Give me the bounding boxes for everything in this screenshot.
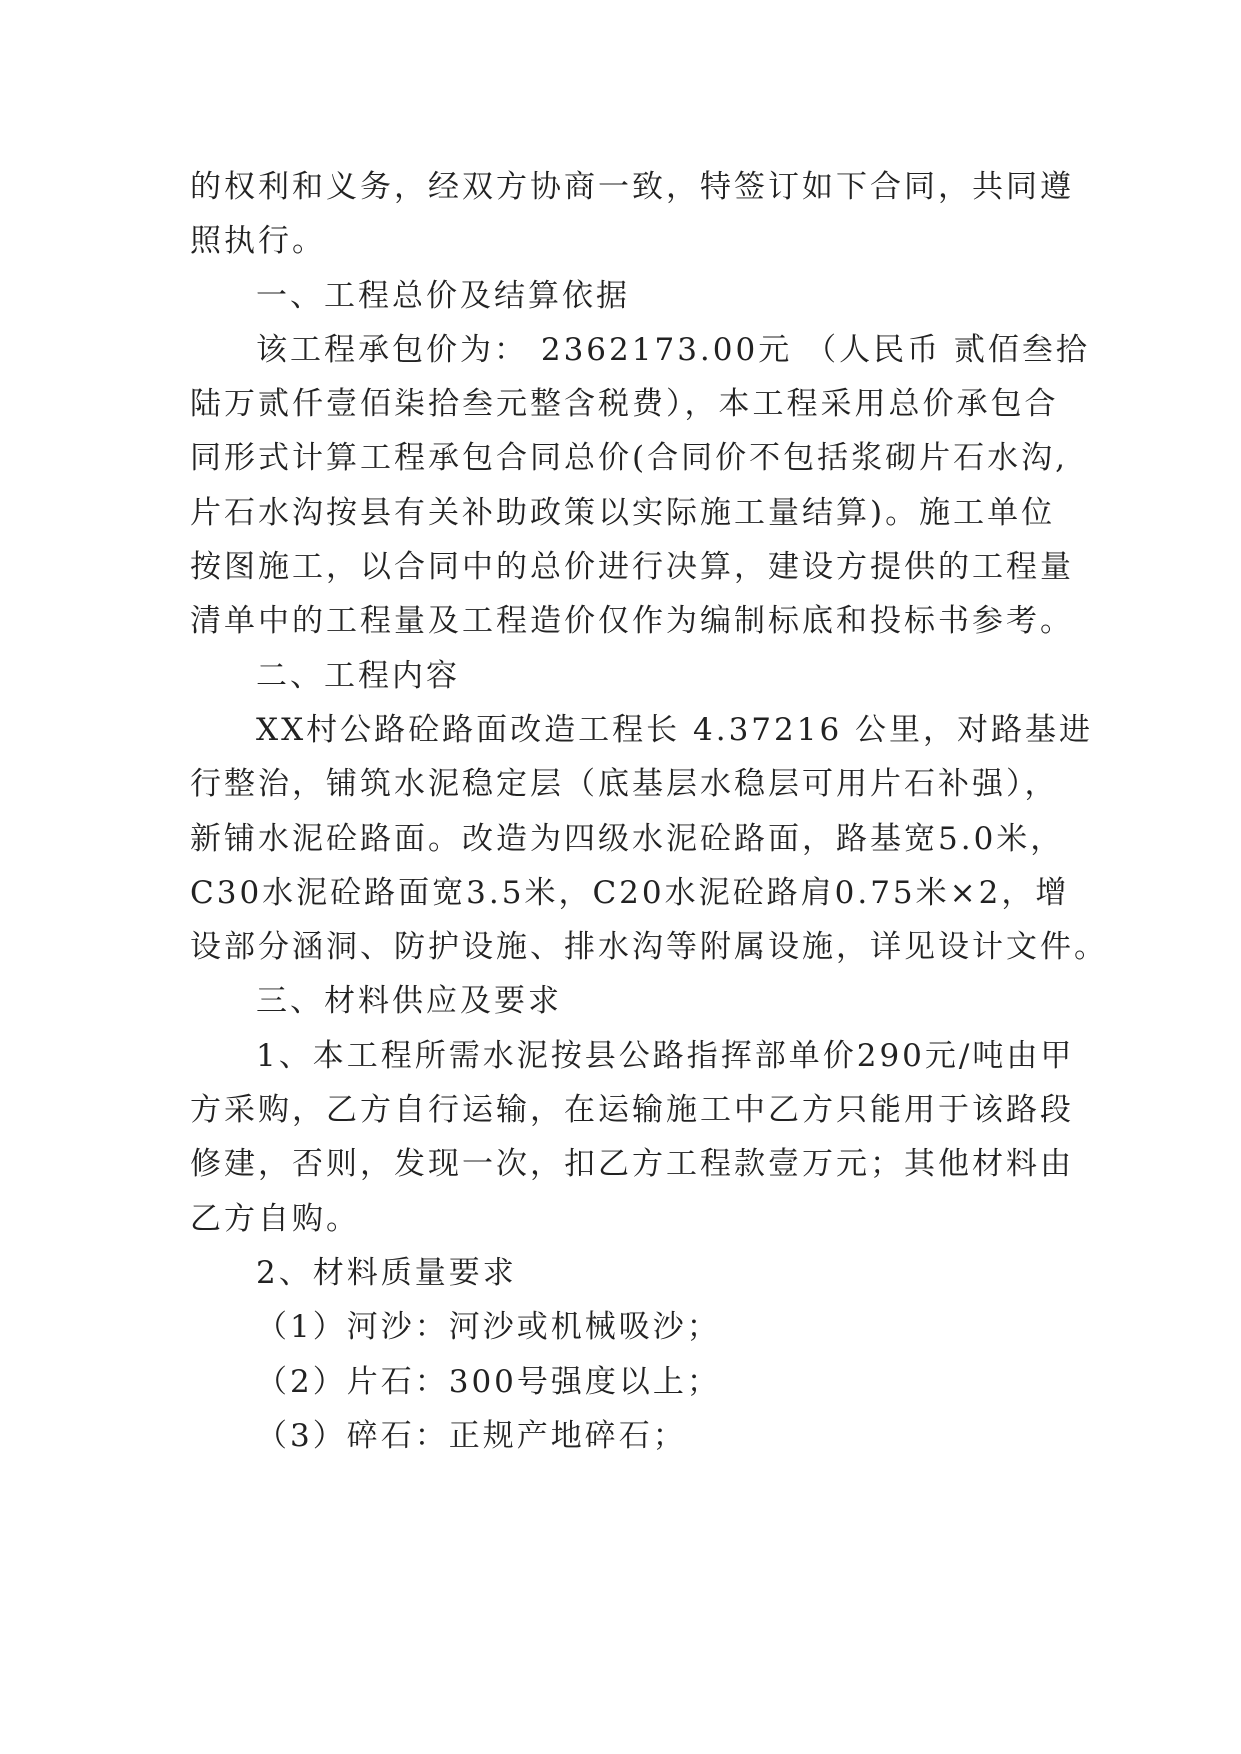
text-line-14: C30水泥砼路面宽3.5米，C20水泥砼路肩0.75米×2，增 <box>190 874 1070 911</box>
text-line-5: 陆万贰仟壹佰柒拾叁元整含税费），本工程采用总价承包合 <box>190 386 1059 423</box>
text-line-19: 修建，否则，发现一次，扣乙方工程款壹万元；其他材料由 <box>190 1146 1074 1183</box>
text-line-13: 新铺水泥砼路面。改造为四级水泥砼路面，路基宽5.0米， <box>190 820 1065 857</box>
section-heading-3: 三、材料供应及要求 <box>256 983 562 1020</box>
text-line-8: 按图施工，以合同中的总价进行决算，建设方提供的工程量 <box>190 549 1074 586</box>
list-item-3: （3）碎石：正规产地碎石； <box>256 1417 687 1454</box>
section-heading-1: 一、工程总价及结算依据 <box>256 277 630 314</box>
section-heading-2: 二、工程内容 <box>256 657 460 694</box>
list-item-2: （2）片石：300号强度以上； <box>256 1363 721 1400</box>
text-line-1: 的权利和义务，经双方协商一致，特签订如下合同，共同遵 <box>190 169 1074 205</box>
text-line-12: 行整治，铺筑水泥稳定层（底基层水稳层可用片石补强）， <box>190 766 1059 803</box>
text-line-17: 1、本工程所需水泥按县公路指挥部单价290元/吨由甲 <box>256 1037 1075 1074</box>
text-line-7: 片石水沟按县有关补助政策以实际施工量结算)。施工单位 <box>190 494 1056 531</box>
text-line-4: 该工程承包价为： 2362173.00元 （人民币 贰佰叁拾 <box>256 331 1090 368</box>
text-line-20: 乙方自购。 <box>190 1200 360 1237</box>
subsection-heading: 2、材料质量要求 <box>256 1254 517 1291</box>
document-body <box>190 160 1108 1463</box>
text-line-11: XX村公路砼路面改造工程长 4.37216 公里，对路基进 <box>256 711 1094 748</box>
text-line-9: 清单中的工程量及工程造价仅作为编制标底和投标书参考。 <box>190 603 1074 640</box>
list-item-1: （1）河沙：河沙或机械吸沙； <box>256 1309 721 1346</box>
text-line-18: 方采购，乙方自行运输，在运输施工中乙方只能用于该路段 <box>190 1092 1074 1129</box>
text-line-6: 同形式计算工程承包合同总价(合同价不包括浆砌片石水沟, <box>190 440 1068 477</box>
text-line-15: 设部分涵洞、防护设施、排水沟等附属设施，详见设计文件。 <box>190 929 1108 966</box>
text-line-2: 照执行。 <box>190 223 326 260</box>
